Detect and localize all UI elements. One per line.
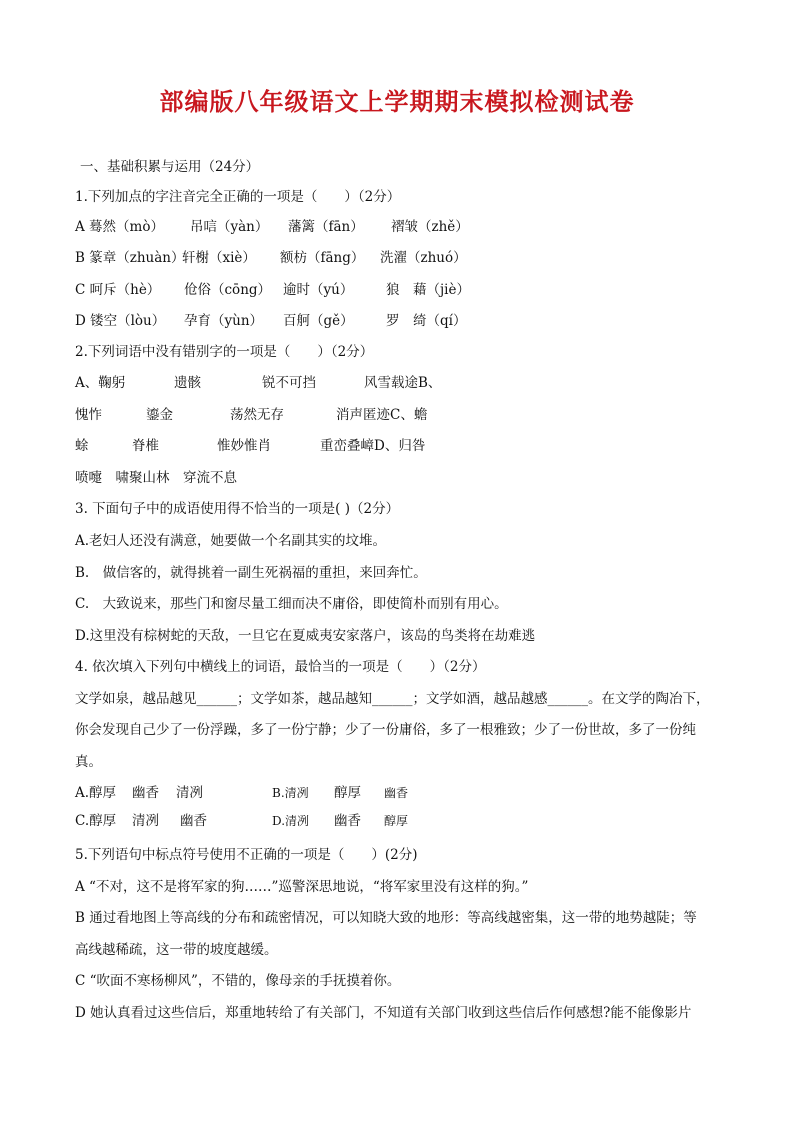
q4-options-ab: [0, 784, 794, 802]
q2-r3-2: 脊椎: [132, 438, 159, 454]
q4-d-1: D.清冽: [272, 814, 310, 828]
q5-option-b-line-1: B 通过看地图上等高线的分布和疏密情况，可以知晓大致的地形：等高线越密集，这一带的地势越陡；等: [75, 910, 697, 926]
q1-c-1: C 呵斥（hè）: [75, 282, 161, 298]
q2-row-1: [0, 374, 794, 392]
q1-d-4: 罗 绮（qí）: [386, 313, 467, 329]
q4-passage-3: 真。: [75, 754, 102, 770]
q5-option-a: A “不对，这不是将军家的狗……”巡警深思地说，“将军家里没有这样的狗。”: [75, 879, 529, 895]
q4-c-1: C.醇厚: [75, 813, 117, 829]
q1-a-3: 藩篱（fān）: [288, 219, 364, 235]
q4-b-3: 幽香: [384, 786, 409, 800]
q1-a-2: 吊唁（yàn）: [190, 219, 269, 235]
q1-stem: 1.下列加点的字注音完全正确的一项是（ ）（2分）: [75, 189, 401, 205]
q4-c-2: 清冽: [132, 813, 159, 829]
q5-option-d: D 她认真看过这些信后，郑重地转给了有关部门，不知道有关部门收到这些信后作何感想?能不能像影片: [75, 1005, 692, 1021]
q1-c-4: 狼 藉（jiè）: [386, 282, 470, 298]
q4-b-1: B.清冽: [272, 786, 309, 800]
q3-option-c: C. 大致说来，那些门和窗尽量工细而决不庸俗，即使简朴而别有用心。: [75, 596, 508, 612]
q1-a-4: 褶皱（zhě）: [391, 219, 469, 235]
q3-option-a: A.老妇人还没有满意，她要做一个名副其实的坟堆。: [75, 533, 387, 549]
q4-stem: 4. 依次填入下列句中横线上的词语，最恰当的一项是（ ）（2分）: [75, 659, 486, 675]
q1-b-2: 轩榭（xiè）: [182, 250, 256, 266]
q2-r1-1: A、鞠躬: [75, 375, 126, 391]
q1-d-2: 孕育（yùn）: [184, 313, 264, 329]
q2-row-2: [0, 406, 794, 424]
q2-r1-2: 遗骸: [174, 375, 201, 391]
q4-d-2: 幽香: [334, 813, 361, 829]
q4-a-1: A.醇厚: [75, 785, 117, 801]
q1-d-1: D 镂空（lòu）: [75, 313, 166, 329]
q4-a-2: 幽香: [132, 785, 159, 801]
q1-option-b: [0, 249, 794, 267]
q3-option-d: D.这里没有棕树蛇的天敌，一旦它在夏威夷安家落户，该岛的鸟类将在劫难逃: [75, 628, 536, 644]
q2-r2-1: 愧怍: [75, 407, 102, 423]
q4-a-3: 清冽: [176, 785, 203, 801]
page-title: 部编版八年级语文上学期期末模拟检测试卷: [159, 88, 635, 116]
q1-option-d: [0, 312, 794, 330]
section-heading: 一、基础积累与运用（24分）: [80, 159, 260, 175]
q4-passage-2: 你会发现自己少了一份浮躁，多了一份宁静；少了一份庸俗，多了一根雅致；少了一份世故，多了一份纯: [75, 722, 696, 738]
q2-stem: 2.下列词语中没有错别字的一项是（ ）（2分）: [75, 344, 374, 360]
q2-row-4: 喷嚏 啸聚山林 穿流不息: [75, 470, 237, 486]
q2-r1-4: 风雪载途B、: [364, 375, 442, 391]
q4-passage-1: 文学如泉，越品越见______；文学如茶，越品越知______；文学如酒，越品越感______。在文学的陶冶下，: [75, 691, 710, 707]
q2-r3-3: 惟妙惟肖: [217, 438, 271, 454]
q1-b-4: 洗濯（zhuó）: [380, 250, 467, 266]
q1-a-1: A 蓦然（mò）: [75, 219, 164, 235]
q1-c-3: 逾时（yú）: [283, 282, 354, 298]
q1-option-a: [0, 218, 794, 236]
q2-r2-2: 鎏金: [146, 407, 173, 423]
q1-b-1: B 篆章（zhuàn）: [75, 250, 185, 266]
q5-option-b-line-2: 高线越稀疏，这一带的坡度越缓。: [75, 942, 278, 958]
q4-options-cd: [0, 812, 794, 830]
q1-d-3: 百舸（gě）: [283, 313, 354, 329]
q3-option-b: B. 做信客的，就得挑着一副生死祸福的重担，来回奔忙。: [75, 565, 427, 581]
q2-r2-3: 荡然无存: [230, 407, 284, 423]
q5-option-c: C “吹面不寒杨柳风”，不错的，像母亲的手抚摸着你。: [75, 973, 401, 989]
q1-c-2: 伧俗（cōng）: [184, 282, 272, 298]
q4-c-3: 幽香: [180, 813, 207, 829]
q3-stem: 3. 下面句子中的成语使用得不恰当的一项是( )（2分）: [75, 501, 400, 517]
q2-r1-3: 锐不可挡: [262, 375, 316, 391]
q2-r2-4: 消声匿迹C、蟾: [336, 407, 428, 423]
q5-stem: 5.下列语句中标点符号使用不正确的一项是（ ）(2分): [75, 847, 418, 863]
q2-r3-1: 蜍: [75, 438, 89, 454]
q1-b-3: 额枋（fāng）: [280, 250, 365, 266]
q2-row-3: [0, 437, 794, 455]
q2-r3-4: 重峦叠嶂D、归咎: [320, 438, 426, 454]
q4-d-3: 醇厚: [384, 814, 409, 828]
q1-option-c: [0, 281, 794, 299]
q4-b-2: 醇厚: [334, 785, 361, 801]
